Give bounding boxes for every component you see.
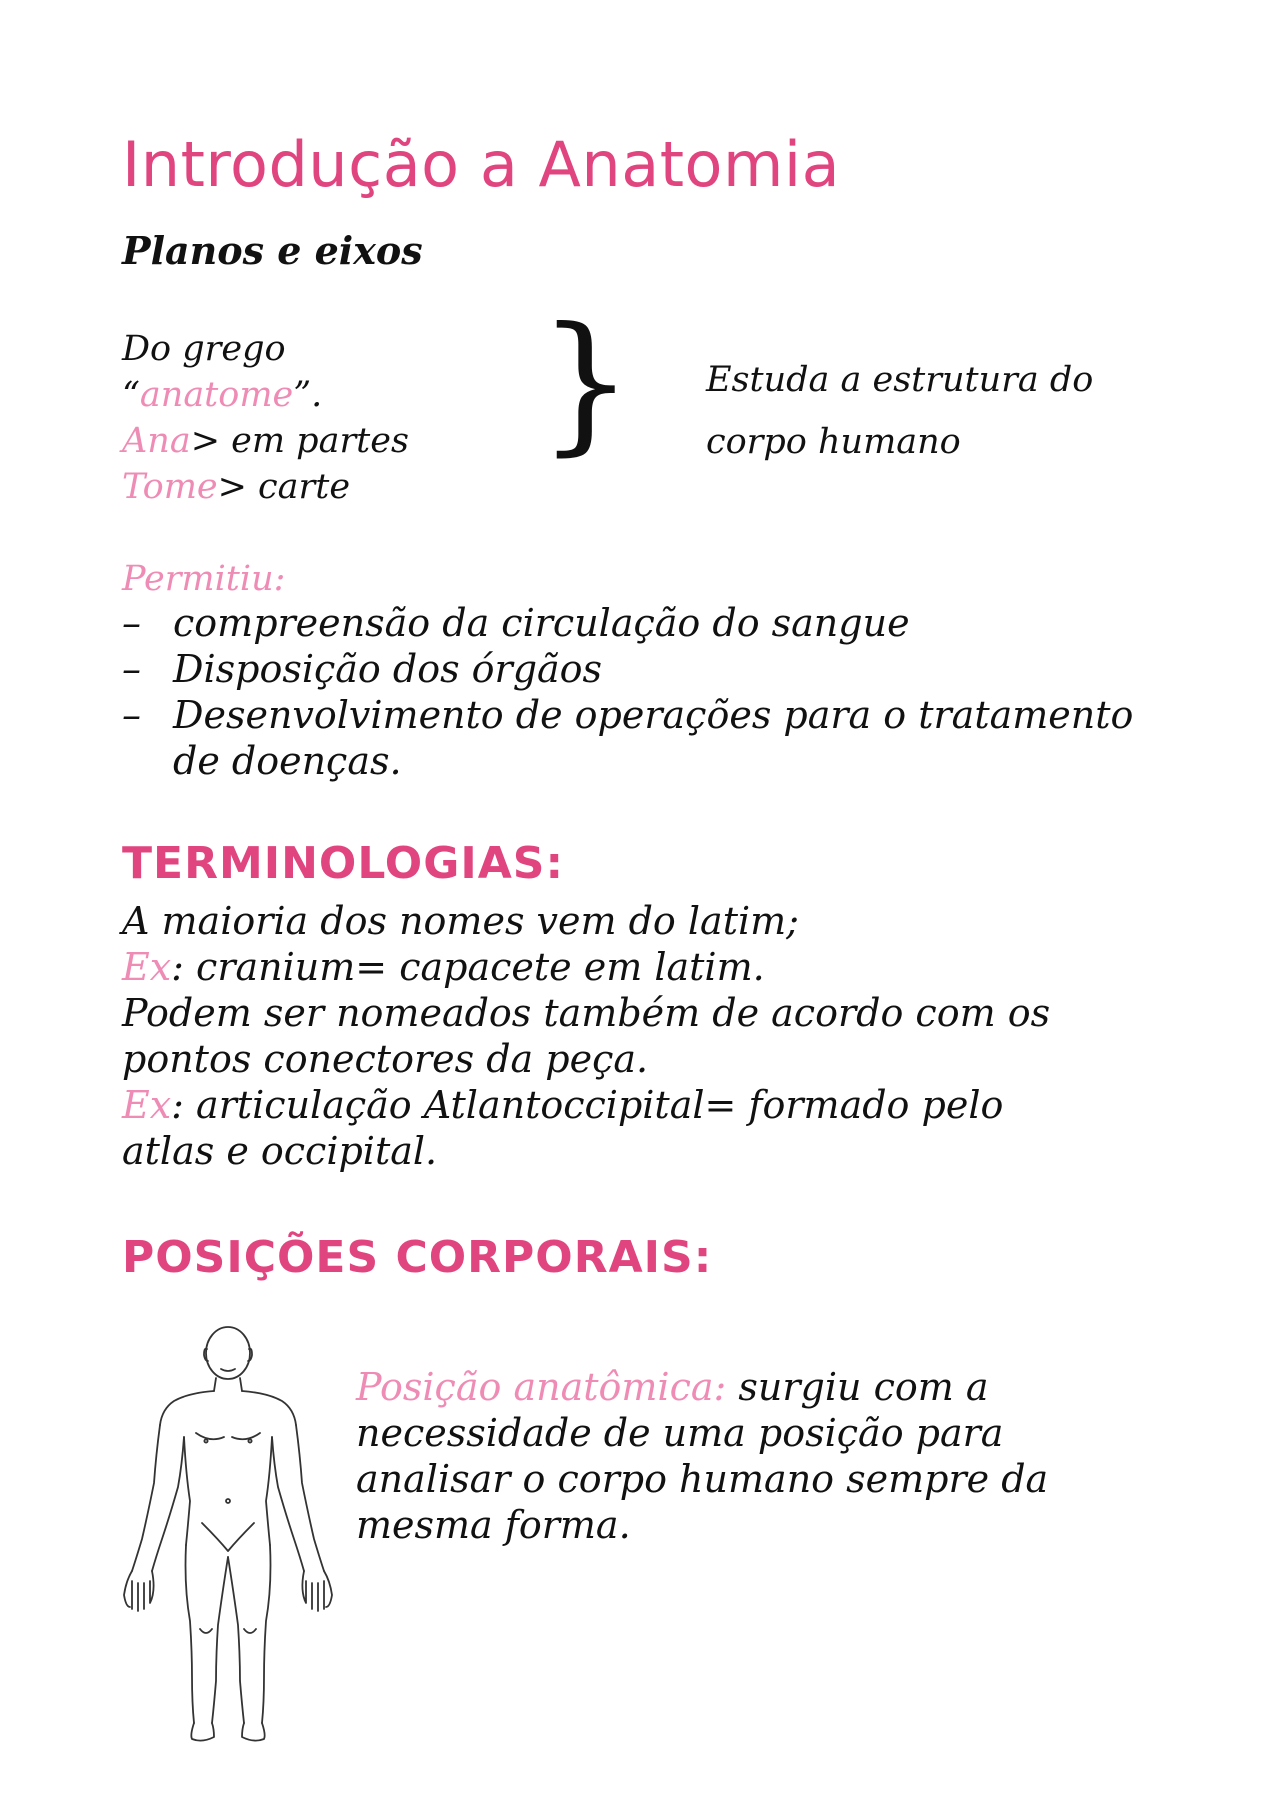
posicao-label: Posição anatômica: [356,1365,727,1409]
bullet-spacer [122,738,173,784]
permitiu-label: Permitiu: [122,559,286,599]
figure-nipple [204,1439,207,1442]
posicao-line [356,1364,1048,1410]
figure-left-hand [124,1571,154,1611]
figure-jaw [221,1369,235,1371]
figure-neck [214,1378,242,1391]
bullet-dash: – [122,601,141,645]
figure-groin [202,1523,254,1551]
figure-right-arm-outer [296,1425,324,1571]
figure-left-shoulder [160,1391,214,1425]
list-item-text: de doenças. [173,739,402,783]
figure-left-foot [191,1723,214,1741]
posicao-line: analisar o corpo humano sempre da [356,1457,1049,1501]
ex-text: : cranium= capacete em latim. [171,945,765,989]
figure-left-torso [184,1437,190,1545]
terminologias-example [122,1082,1050,1128]
figure-right-shoulder [242,1391,296,1425]
figure-chest [196,1433,260,1439]
bullet-dash: – [122,693,141,737]
bullet-dash: – [122,647,141,691]
page-subtitle: Planos e eixos [122,228,423,273]
terminologias-example [122,944,1050,990]
list-item [122,646,1133,692]
terminologias-body [122,898,1050,1174]
list-item [122,692,1133,738]
definition-line-2: corpo humano [706,422,961,462]
figure-left-leg-outer [186,1545,195,1723]
posicoes-heading: POSIÇÕES CORPORAIS: [122,1232,713,1283]
permitiu-list [122,600,1133,784]
figure-right-leg-inner [228,1557,244,1723]
quote-close: ”. [293,375,323,415]
figure-right-hand [302,1571,332,1611]
posicao-line: necessidade de uma posição para [356,1411,1004,1455]
figure-right-leg-outer [262,1545,271,1723]
ex-label: Ex [122,1083,172,1127]
terminologias-line: A maioria dos nomes vem do latim; [122,899,799,943]
intro-line-anatome [122,372,409,418]
tome-term: Tome [122,467,218,507]
intro-line-greek: Do grego [122,329,286,369]
figure-right-torso [266,1437,272,1545]
anatome-term: anatome [139,375,294,415]
list-item-continuation [122,738,1133,784]
terminologias-line: Podem ser nomeados também de acordo com os [122,991,1051,1035]
figure-left-arm-outer [132,1425,160,1571]
posicao-text: surgiu com a [726,1365,989,1409]
anatomical-position-figure-icon [118,1325,338,1745]
list-item-text: compreensão da circulação do sangue [173,601,910,645]
ex-label: Ex [122,945,172,989]
ex-text: : articulação Atlantoccipital= formado pelo [171,1083,1004,1127]
figure-right-foot [242,1723,265,1741]
tome-definition: > carte [217,467,351,507]
definition-line-1: Estuda a estrutura do [706,360,1094,400]
curly-brace: } [538,296,634,470]
ana-definition: > em partes [190,421,409,461]
intro-line-tome [122,464,409,510]
quote-open: “ [122,375,140,415]
intro-origin [122,326,409,510]
figure-ears [204,1349,252,1361]
list-item-text: Desenvolvimento de operações para o tratamento [173,693,1134,737]
figure-navel [226,1499,230,1503]
list-item [122,600,1133,646]
intro-line-ana [122,418,409,464]
figure-left-leg-inner [212,1557,228,1723]
terminologias-line: atlas e occipital. [122,1129,438,1173]
page-title: Introdução a Anatomia [122,128,841,201]
posicao-anatomica-text [356,1364,1048,1548]
figure-nipple [248,1439,251,1442]
posicao-line: mesma forma. [356,1503,631,1547]
anatomy-definition [706,349,1093,473]
list-item-text: Disposição dos órgãos [173,647,603,691]
figure-knees [200,1629,256,1633]
ana-term: Ana [122,421,191,461]
terminologias-line: pontos conectores da peça. [122,1037,649,1081]
terminologias-heading: TERMINOLOGIAS: [122,838,565,889]
